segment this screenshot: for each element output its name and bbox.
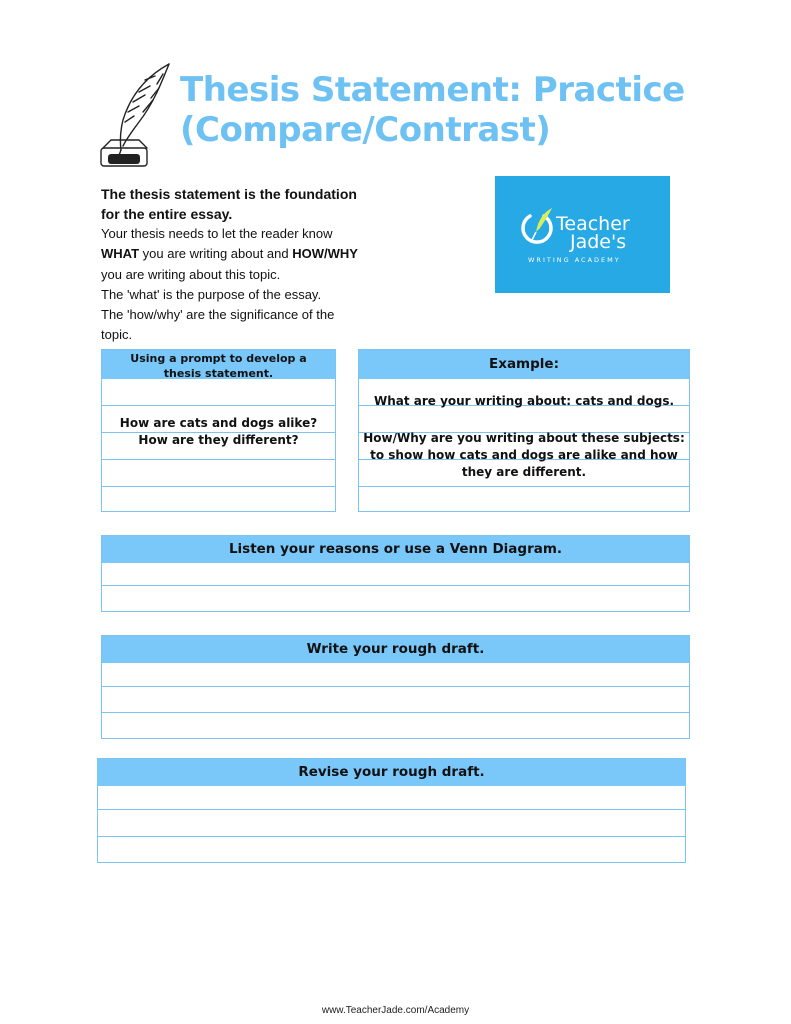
revise-section-header: Revise your rough draft. <box>98 759 685 786</box>
intro-bold-line-1: The thesis statement is the foundation <box>101 186 357 202</box>
intro-what: WHAT <box>101 246 140 262</box>
intro-line-1: Your thesis needs to let the reader know <box>101 226 333 241</box>
intro-bold-line-2: for the entire essay. <box>101 206 233 222</box>
example-how-line-3: they are different. <box>461 465 587 479</box>
rough-draft-section-header: Write your rough draft. <box>102 636 689 663</box>
title-line-1: Thesis Statement: Practice <box>180 70 685 110</box>
example-how-line-1: How/Why are you writing about these subjects: <box>363 431 685 445</box>
example-box <box>358 349 690 512</box>
intro-line-4: The 'what' is the purpose of the essay. <box>101 286 322 302</box>
teacher-jade-logo <box>495 176 670 293</box>
intro-text <box>101 184 401 346</box>
intro-line-5: The 'how/why' are the significance of the <box>101 307 335 323</box>
intro-mid: you are writing about and <box>139 246 293 262</box>
intro-line-3: you are writing about this topic. <box>101 266 281 282</box>
prompt-box-questions <box>102 415 335 449</box>
footer-url: www.TeacherJade.com/Academy <box>321 1005 470 1016</box>
logo-name-line-1: Teacher <box>555 212 630 235</box>
page-title <box>180 70 770 150</box>
example-what: What are your writing about: cats and dogs. <box>373 394 675 408</box>
logo-graphic <box>508 200 658 270</box>
intro-line-2 <box>101 244 401 264</box>
prompt-question-2: How are they different? <box>138 433 299 447</box>
logo-tagline: WRITING ACADEMY <box>527 255 621 264</box>
reasons-section <box>101 535 690 612</box>
rough-draft-section <box>101 635 690 739</box>
example-how-line-2: to show how cats and dogs are alike and how <box>370 448 678 462</box>
quill-inkwell-icon <box>95 62 175 170</box>
reasons-section-header: Listen your reasons or use a Venn Diagram. <box>102 536 689 563</box>
example-box-header: Example: <box>359 350 689 379</box>
prompt-box <box>101 349 336 512</box>
title-line-2: (Compare/Contrast) <box>180 110 551 150</box>
intro-line-6: topic. <box>101 327 133 343</box>
prompt-question-1: How are cats and dogs alike? <box>119 416 318 430</box>
logo-name-line-2: Jade's <box>569 230 626 253</box>
example-how <box>359 430 689 481</box>
prompt-box-header: Using a prompt to develop a thesis statement. <box>102 350 335 379</box>
intro-howwhy: HOW/WHY <box>292 246 358 262</box>
revise-section <box>97 758 686 863</box>
